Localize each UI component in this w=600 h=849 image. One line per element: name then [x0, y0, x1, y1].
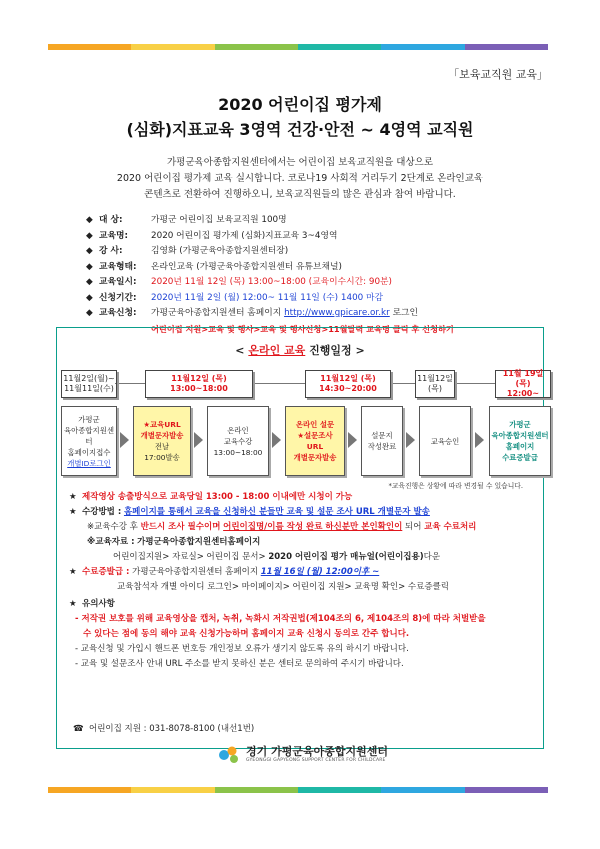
arrow-icon: [475, 432, 484, 448]
date-label-certificate: 11월 19일 (목) 12:00~: [495, 370, 551, 398]
info-apply: ◆ 교육신청: 가평군육아종합지원센터 홈페이지 http://www.gpicare.or.kr 로그인: [86, 306, 546, 322]
detail-notice-copyright-1: - 저작권 보호를 위해 교육영상을 캡처, 녹취, 녹화시 저작권법(제104조의 6, 제104조의 8)에 따라 처벌받을: [75, 614, 486, 624]
stripe-segment: [465, 44, 548, 50]
info-period: ◆ 신청기간: 2020년 11월 2일 (월) 12:00~ 11월 11일 (수) 1400 마감: [86, 292, 384, 303]
step-homepage-apply: 가평군 육아종합지원센터 홈페이지접수 개별ID로그인: [61, 406, 117, 476]
stripe-segment: [215, 44, 298, 50]
step-survey-complete: 설문지 작성완료: [361, 406, 403, 476]
info-list: [86, 213, 546, 337]
detail-certificate: ★ 수료증발급 : 가평군육아종합지원센터 홈페이지 11월 16일 (월) 12:00이후 ~: [69, 567, 380, 577]
detail-notice-heading: ★ 유의사항: [69, 599, 115, 609]
arrow-icon: [120, 432, 129, 448]
homepage-link[interactable]: http://www.gpicare.or.kr: [284, 308, 390, 318]
detail-materials-path: 어린이집지원> 자료실> 어린이집 문서> 2020 어린이집 평가 매뉴얼(어린이집용)다운: [113, 552, 441, 562]
step-certificate: 가평군 육아종합지원센터 홈페이지 수료증발급: [489, 406, 551, 476]
logo-icon: [218, 743, 240, 765]
category-tag: 「보육교직원 교육」: [448, 68, 548, 81]
stripe-segment: [48, 787, 131, 793]
top-color-stripe: [48, 44, 548, 50]
arrow-icon: [348, 432, 357, 448]
detail-notice-inquiry: - 교육 및 설문조사 안내 URL 주소를 받지 못하신 분은 센터로 문의하여 주시기 바랍니다.: [75, 659, 404, 669]
schedule-details: [69, 490, 535, 672]
info-target: ◆ 대 상: 가평군 어린이집 보육교직원 100명: [86, 215, 287, 225]
step-online-course: 온라인 교육수강 13:00~18:00: [207, 406, 269, 476]
info-type: ◆ 교육형태: 온라인교육 (가평군육아종합지원센터 유튜브채널): [86, 261, 342, 272]
bottom-color-stripe: [48, 787, 548, 793]
stripe-segment: [215, 787, 298, 793]
intro-text: 가평군육아종합지원센터에서는 어린이집 보육교직원을 대상으로 2020 어린이집 평가제 교육 실시합니다. 코로나19 사회적 거리두기 2단계로 온라인교육 콘텐츠로 전환하여 진행하오니, 보육교직원들의 많은 관심과 참여 바랍니다.: [116, 157, 484, 200]
schedule-title: < 온라인 교육 진행일정 >: [235, 344, 365, 357]
step-survey-sms: 온라인 설문 ★설문조사 URL 개별문자발송: [285, 406, 345, 476]
detail-method: ★ 수강방법 : 홈페이지를 통해서 교육을 신청하신 분들만 교육 및 설문 조사 URL 개별문자 발송: [69, 507, 430, 517]
logo-name: 경기 가평군육아종합지원센터: [246, 744, 388, 758]
info-lecturer: ◆ 강 사: 김영화 (가평군육아종합지원센터장): [86, 246, 289, 256]
info-date: ◆ 교육일시: 2020년 11월 12일 (목) 13:00~18:00 (교육이수시간: 90분): [86, 277, 392, 287]
date-label-survey: 11월12일 (목) 14:30~20:00: [305, 370, 391, 398]
info-name: ◆ 교육명: 2020 어린이집 평가제 (심화)지표교육 3~4영역: [86, 230, 338, 241]
step-approval: 교육승인: [419, 406, 471, 476]
page-subtitle: (심화)지표교육 3영역 건강·안전 ~ 4영역 교직원: [126, 120, 474, 139]
step-url-sms: ★교육URL 개별문자발송 전날 17:00발송: [133, 406, 191, 476]
arrow-icon: [406, 432, 415, 448]
stripe-segment: [298, 787, 381, 793]
logo-english: GYEONGGI GAPYEONG SUPPORT CENTER FOR CHILDCARE: [246, 757, 386, 763]
date-label-apply: 11월2일(월)~ 11월11일(수): [61, 370, 117, 398]
stripe-segment: [381, 44, 464, 50]
stripe-segment: [381, 787, 464, 793]
date-label-approval: 11월12일 (목): [415, 370, 455, 398]
detail-certificate-path: 교육참석자 개별 아이디 로그인> 마이페이지> 어린이집 지원> 교육명 확인> 수료증클릭: [117, 582, 449, 592]
stripe-segment: [298, 44, 381, 50]
stripe-segment: [131, 44, 214, 50]
detail-notice-copyright-2: 수 있다는 점에 동의 해야 교육 신청가능하며 홈페이지 교육 신청시 동의로 간주 합니다.: [83, 629, 410, 639]
arrow-icon: [272, 432, 281, 448]
date-label-url: 11월12일 (목) 13:00~18:00: [145, 370, 253, 398]
phone-icon: ☎: [73, 724, 84, 734]
schedule-note: *교육진행은 상황에 따라 변경될 수 있습니다.: [388, 482, 523, 490]
stripe-segment: [465, 787, 548, 793]
detail-notice-privacy: - 교육신청 및 가입시 핸드폰 번호등 개인정보 오류가 생기지 않도록 유의 하시기 바랍니다.: [75, 644, 409, 654]
stripe-segment: [48, 44, 131, 50]
detail-method-note: ※교육수강 후 반드시 조사 필수이며 어린이집명/이름 작성 완료 하신분만 본인확인이 되어 교육 수료처리: [87, 522, 477, 532]
center-logo: [218, 743, 388, 765]
schedule-dates: [57, 370, 543, 400]
arrow-icon: [194, 432, 203, 448]
detail-broadcast: ★ 제작영상 송출방식으로 교육당일 13:00 - 18:00 이내에만 시청이 가능: [69, 492, 353, 502]
page-title: 2020 어린이집 평가제: [218, 95, 382, 114]
detail-materials: ※교육자료 : 가평군육아종합지원센터홈페이지: [87, 537, 261, 547]
info-apply-path: 어린이집 지원>교육 및 행사>교육 및 행사신청>11월달력 교육명 클릭 후 신청하기: [151, 323, 454, 334]
schedule-steps: [57, 406, 549, 478]
contact-info: ☎ 어린이집 지원 : 031-8078-8100 (내선1번): [73, 724, 255, 734]
schedule-box: [56, 327, 549, 749]
stripe-segment: [131, 787, 214, 793]
